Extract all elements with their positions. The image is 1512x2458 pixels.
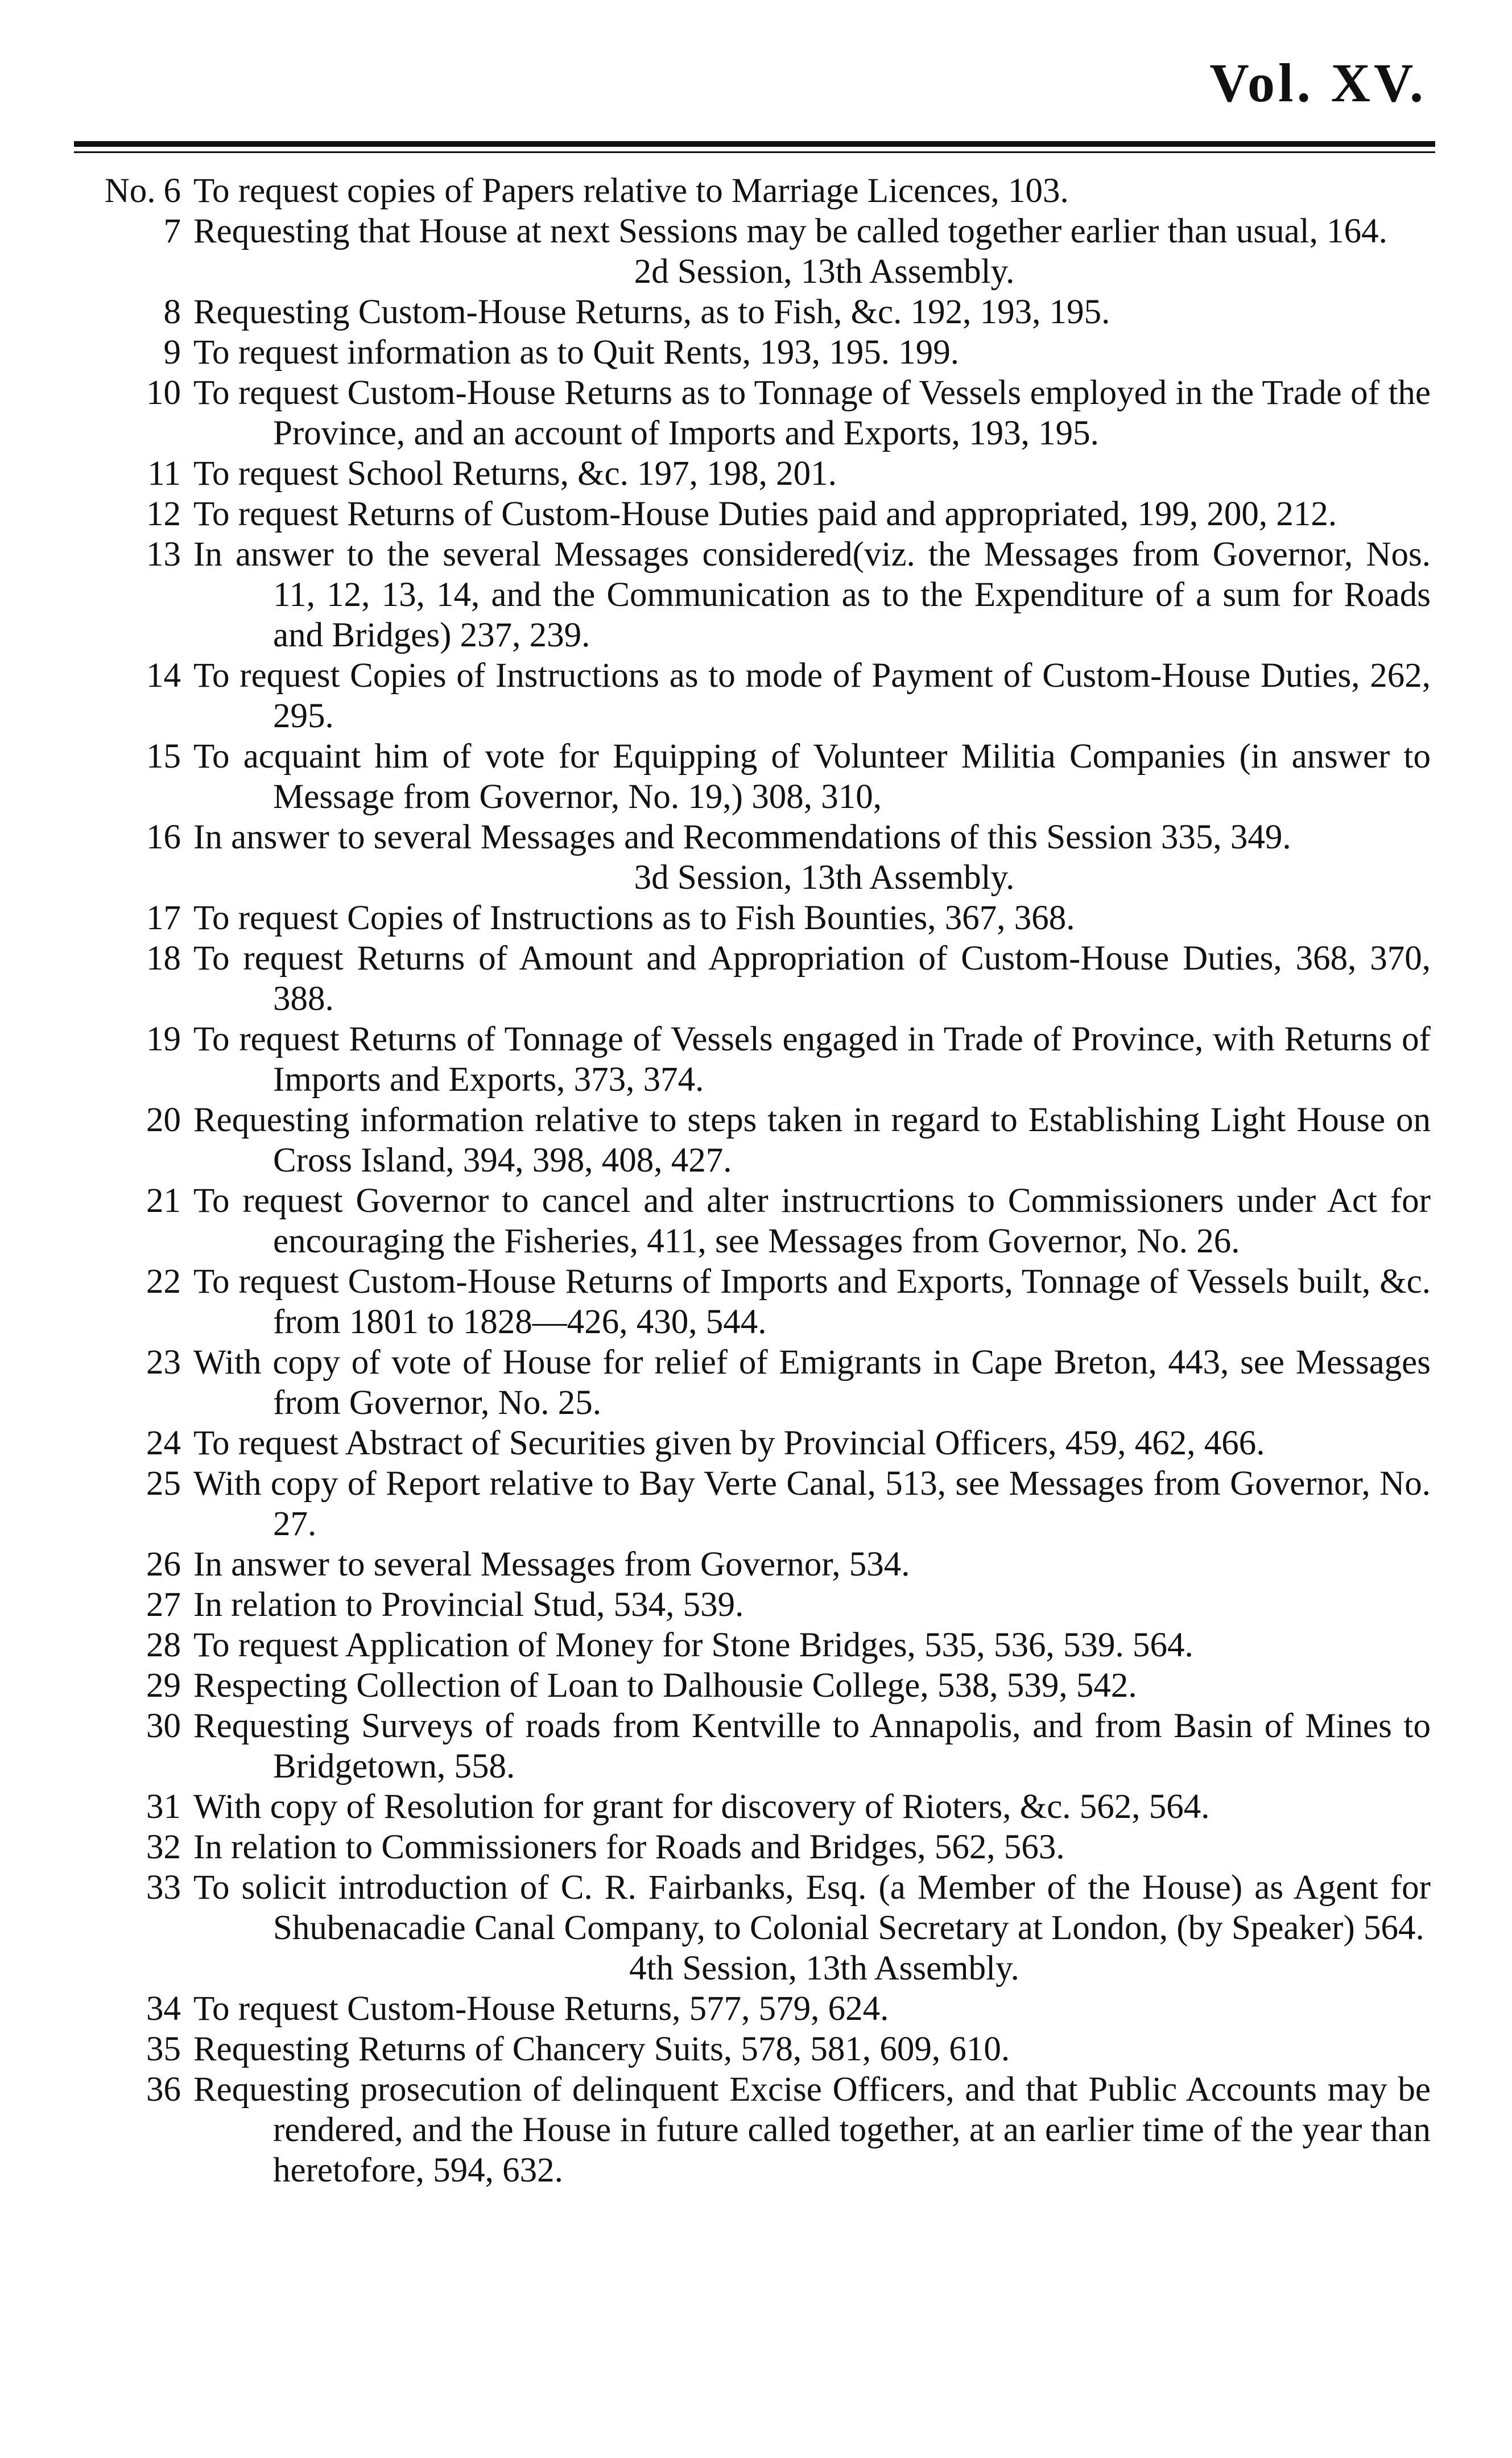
entry-number	[0, 1181, 193, 1221]
entry-number-value: 10	[146, 374, 181, 412]
entry-number	[0, 1423, 193, 1463]
entry-number	[0, 2029, 193, 2069]
entry-text: To solicit introduction of C. R. Fairbanks, Esq. (a Member of the House) as Agent for Shubenacadie Canal Company, to Colonial Secretary at London, (by Speaker) 564.	[193, 1869, 1431, 1947]
list-item	[0, 171, 1512, 211]
entry-text: To request copies of Papers relative to Marriage Licences, 103.	[193, 172, 1069, 210]
entry-number	[0, 1261, 193, 1302]
entry-number	[0, 494, 193, 534]
entry-number	[0, 1342, 193, 1383]
entry-number	[0, 2069, 193, 2110]
entry-number-value: 14	[146, 657, 181, 695]
entry-text: To request Custom-House Returns of Imports and Exports, Tonnage of Vessels built, &c. from 1801 to 1828—426, 430, 544.	[193, 1263, 1431, 1341]
entry-number	[0, 1867, 193, 1908]
list-item	[0, 373, 1512, 453]
entry-text: Requesting Returns of Chancery Suits, 578, 581, 609, 610.	[193, 2030, 1010, 2068]
entry-number-value: 28	[146, 1626, 181, 1664]
list-item	[0, 1706, 1512, 1787]
entry-text: To request Returns of Custom-House Duties paid and appropriated, 199, 200, 212.	[193, 495, 1337, 533]
list-item	[0, 817, 1512, 857]
entry-number	[0, 453, 193, 494]
entry-number-value: 12	[146, 495, 181, 533]
entry-text: To request Copies of Instructions as to Fish Bounties, 367, 368.	[193, 899, 1075, 937]
entry-number	[0, 534, 193, 575]
entry-number	[0, 1100, 193, 1140]
entry-number	[0, 1625, 193, 1665]
entry-number-value: 8	[163, 293, 181, 331]
entry-text: With copy of vote of House for relief of Emigrants in Cape Breton, 443, see Messages from Governor, No. 25.	[193, 1343, 1431, 1422]
entry-text: To request Returns of Amount and Appropriation of Custom-House Duties, 368, 370, 388.	[193, 939, 1431, 1018]
entry-number-value: 18	[146, 939, 181, 978]
entry-text: To request Returns of Tonnage of Vessels engaged in Trade of Province, with Returns of Imports and Exports, 373, 374.	[193, 1020, 1431, 1099]
entry-number-value: 6	[163, 172, 181, 210]
entry-text: In answer to the several Messages considered(viz. the Messages from Governor, Nos. 11, 12, 13, 14, and the Communication as to the Expenditure of a sum for Roads and Bridges) 237, 239.	[193, 535, 1431, 654]
volume-title: Vol. XV.	[1209, 52, 1427, 113]
entry-number	[0, 736, 193, 777]
entry-number-value: 26	[146, 1545, 181, 1583]
entry-number	[0, 1706, 193, 1746]
session-heading: 2d Session, 13th Assembly.	[634, 253, 1015, 291]
entry-text: With copy of Resolution for grant for discovery of Rioters, &c. 562, 564.	[193, 1788, 1210, 1826]
entry-number-value: 9	[163, 333, 181, 372]
entry-number	[0, 1827, 193, 1867]
entry-number	[0, 1787, 193, 1827]
page-header	[0, 40, 1512, 142]
list-item	[0, 1867, 1512, 1948]
entry-text: To request Governor to cancel and alter instrucrtions to Commissioners under Act for encouraging the Fisheries, 411, see Messages from Governor, No. 26.	[193, 1182, 1431, 1260]
entry-number	[0, 1463, 193, 1504]
entry-number-value: 34	[146, 1990, 181, 2028]
entry-number	[0, 1585, 193, 1625]
list-item	[0, 1423, 1512, 1463]
list-item	[0, 292, 1512, 332]
list-item	[0, 1625, 1512, 1665]
entry-number-value: 17	[146, 899, 181, 937]
header-rule-thin	[74, 151, 1435, 153]
list-item	[0, 494, 1512, 534]
list-item	[0, 736, 1512, 817]
list-item	[0, 2069, 1512, 2191]
session-heading: 4th Session, 13th Assembly.	[629, 1949, 1019, 1987]
entry-list	[0, 171, 1512, 2191]
entry-text: To request Application of Money for Stone Bridges, 535, 536, 539. 564.	[193, 1626, 1193, 1664]
list-item	[0, 2029, 1512, 2069]
entry-text: To acquaint him of vote for Equipping of Volunteer Militia Companies (in answer to Message from Governor, No. 19,) 308, 310,	[193, 737, 1431, 816]
entry-number-value: 22	[146, 1263, 181, 1301]
entry-number	[0, 292, 193, 332]
entry-number	[0, 1665, 193, 1706]
entry-number	[0, 171, 193, 211]
entry-text: Requesting Custom-House Returns, as to Fish, &c. 192, 193, 195.	[193, 293, 1110, 331]
entry-number-value: 35	[146, 2030, 181, 2068]
entry-number-value: 25	[146, 1465, 181, 1503]
entry-text: Requesting that House at next Sessions may be called together earlier than usual, 164.	[193, 212, 1387, 250]
entry-number-value: 13	[146, 535, 181, 574]
entry-text: Requesting Surveys of roads from Kentville to Annapolis, and from Basin of Mines to Bridgetown, 558.	[193, 1707, 1431, 1785]
entry-text: With copy of Report relative to Bay Verte Canal, 513, see Messages from Governor, No. 27.	[193, 1465, 1431, 1543]
entry-text: In relation to Commissioners for Roads and Bridges, 562, 563.	[193, 1828, 1065, 1866]
entry-number-value: 24	[146, 1424, 181, 1462]
entry-text: To request Copies of Instructions as to mode of Payment of Custom-House Duties, 262, 295.	[193, 657, 1431, 735]
list-item	[0, 1787, 1512, 1827]
entry-number	[0, 817, 193, 857]
entry-number	[0, 211, 193, 251]
entry-number	[0, 938, 193, 979]
list-item	[0, 1181, 1512, 1261]
entry-prefix: No.	[104, 172, 156, 210]
list-item	[0, 1544, 1512, 1585]
list-item	[0, 898, 1512, 938]
entry-number-value: 36	[146, 2071, 181, 2109]
entry-number-value: 30	[146, 1707, 181, 1745]
entry-number-value: 32	[146, 1828, 181, 1866]
entry-number-value: 11	[147, 455, 181, 493]
entry-number	[0, 1019, 193, 1059]
entry-number-value: 27	[146, 1586, 181, 1624]
list-item	[0, 211, 1512, 251]
entry-number-value: 29	[146, 1667, 181, 1705]
entry-number-value: 16	[146, 818, 181, 856]
entry-text: Requesting information relative to steps taken in regard to Establishing Light House on Cross Island, 394, 398, 408, 427.	[193, 1101, 1431, 1179]
session-heading: 3d Session, 13th Assembly.	[634, 859, 1015, 897]
list-item	[0, 1827, 1512, 1867]
list-item	[0, 1585, 1512, 1625]
entry-number-value: 21	[146, 1182, 181, 1220]
entry-text: Requesting prosecution of delinquent Excise Officers, and that Public Accounts may be rendered, and the House in future called together, at an earlier time of the year than heretofore, 594, 632.	[193, 2071, 1431, 2189]
entry-text: In answer to several Messages from Governor, 534.	[193, 1545, 910, 1583]
list-item	[0, 655, 1512, 736]
list-item	[0, 1100, 1512, 1181]
entry-text: Respecting Collection of Loan to Dalhousie College, 538, 539, 542.	[193, 1667, 1137, 1705]
list-item	[0, 938, 1512, 1019]
entry-number	[0, 655, 193, 696]
entry-number	[0, 332, 193, 373]
entry-number	[0, 898, 193, 938]
entry-text: To request Custom-House Returns, 577, 579, 624.	[193, 1990, 889, 2028]
entry-text: In relation to Provincial Stud, 534, 539.	[193, 1586, 744, 1624]
entry-text: To request Abstract of Securities given by Provincial Officers, 459, 462, 466.	[193, 1424, 1265, 1462]
list-item	[0, 534, 1512, 655]
list-item	[0, 453, 1512, 494]
header-rule-thick	[74, 141, 1435, 147]
entry-number-value: 31	[146, 1788, 181, 1826]
entry-text: To request information as to Quit Rents, 193, 195. 199.	[193, 333, 960, 372]
entry-number	[0, 1544, 193, 1585]
entry-number-value: 7	[163, 212, 181, 250]
entry-number-value: 33	[146, 1869, 181, 1907]
list-item	[0, 1261, 1512, 1342]
list-item	[0, 1019, 1512, 1100]
entry-text: To request Custom-House Returns as to Tonnage of Vessels employed in the Trade of the Province, and an account of Imports and Exports, 193, 195.	[193, 374, 1431, 452]
entry-text: To request School Returns, &c. 197, 198, 201.	[193, 455, 837, 493]
list-item	[0, 332, 1512, 373]
entry-text: In answer to several Messages and Recommendations of this Session 335, 349.	[193, 818, 1291, 856]
list-item	[0, 1989, 1512, 2029]
list-item	[0, 1342, 1512, 1423]
entry-number-value: 19	[146, 1020, 181, 1058]
list-item	[0, 1665, 1512, 1706]
entry-number-value: 15	[146, 737, 181, 776]
entry-number	[0, 373, 193, 413]
entry-number	[0, 1989, 193, 2029]
entry-number-value: 23	[146, 1343, 181, 1381]
entry-number-value: 20	[146, 1101, 181, 1139]
list-item	[0, 1463, 1512, 1544]
